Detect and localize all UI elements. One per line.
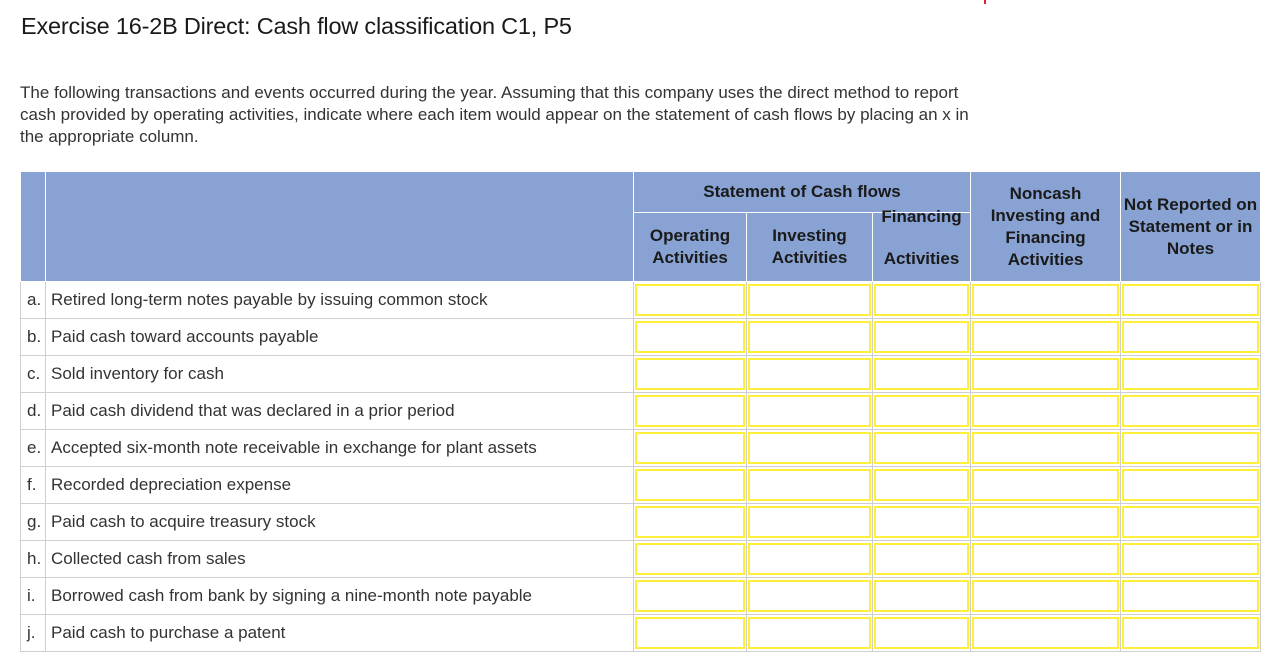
answer-cell-investing [747,504,873,541]
answer-input-investing[interactable] [748,284,871,316]
answer-input-noncash[interactable] [972,395,1119,427]
answer-input-financing[interactable] [874,506,969,538]
answer-cell-noncash [971,430,1121,467]
table-row [21,541,1261,578]
answer-cell-investing [747,541,873,578]
table-row [21,504,1261,541]
row-description: Borrowed cash from bank by signing a nine-month note payable [46,578,634,615]
answer-input-financing[interactable] [874,395,969,427]
page-title: Exercise 16-2B Direct: Cash flow classification C1, P5 [21,13,572,39]
answer-input-noncash[interactable] [972,284,1119,316]
answer-input-noncash[interactable] [972,432,1119,464]
table-row [21,319,1261,356]
row-letter: d. [21,393,46,430]
answer-cell-noncash [971,615,1121,652]
header-letter-blank [21,172,46,282]
answer-input-operating[interactable] [635,617,745,649]
answer-input-investing[interactable] [748,617,871,649]
answer-cell-financing [873,356,971,393]
row-letter: b. [21,319,46,356]
answer-input-operating[interactable] [635,284,745,316]
answer-cell-investing [747,356,873,393]
answer-cell-operating [634,356,747,393]
answer-cell-noncash [971,356,1121,393]
header-financing [873,207,971,282]
answer-input-financing[interactable] [874,321,969,353]
answer-cell-financing [873,282,971,319]
answer-input-operating[interactable] [635,543,745,575]
row-description: Sold inventory for cash [46,356,634,393]
answer-cell-operating [634,467,747,504]
row-letter: c. [21,356,46,393]
table-row [21,356,1261,393]
answer-input-not-reported[interactable] [1122,506,1259,538]
answer-cell-noncash [971,467,1121,504]
answer-cell-noncash [971,282,1121,319]
answer-cell-financing [873,393,971,430]
answer-cell-noncash [971,578,1121,615]
answer-input-noncash[interactable] [972,580,1119,612]
answer-input-not-reported[interactable] [1122,580,1259,612]
answer-input-financing[interactable] [874,469,969,501]
answer-input-investing[interactable] [748,395,871,427]
header-statement-of-cash-flows: Statement of Cash flows [634,172,971,213]
answer-cell-not-reported [1121,467,1261,504]
header-not-reported: Not Reported on Statement or in Notes [1121,172,1261,282]
row-description: Collected cash from sales [46,541,634,578]
answer-cell-not-reported [1121,356,1261,393]
answer-input-investing[interactable] [748,506,871,538]
answer-input-investing[interactable] [748,580,871,612]
row-letter: g. [21,504,46,541]
answer-cell-investing [747,615,873,652]
answer-cell-investing [747,467,873,504]
answer-cell-noncash [971,541,1121,578]
table-row [21,467,1261,504]
answer-cell-financing [873,541,971,578]
answer-input-not-reported[interactable] [1122,284,1259,316]
answer-input-investing[interactable] [748,321,871,353]
answer-cell-financing [873,430,971,467]
answer-input-investing[interactable] [748,469,871,501]
header-financing-line2: Activities [883,249,960,268]
answer-input-operating[interactable] [635,469,745,501]
answer-input-investing[interactable] [748,432,871,464]
answer-input-noncash[interactable] [972,469,1119,501]
answer-cell-not-reported [1121,541,1261,578]
header-financing-line1: Financing [881,207,962,226]
answer-input-operating[interactable] [635,395,745,427]
answer-cell-investing [747,393,873,430]
answer-cell-operating [634,282,747,319]
answer-cell-operating [634,393,747,430]
answer-cell-not-reported [1121,393,1261,430]
row-letter: e. [21,430,46,467]
answer-input-operating[interactable] [635,506,745,538]
answer-cell-financing [873,319,971,356]
answer-input-financing[interactable] [874,617,969,649]
answer-input-financing[interactable] [874,284,969,316]
answer-cell-investing [747,319,873,356]
answer-input-not-reported[interactable] [1122,358,1259,390]
answer-input-not-reported[interactable] [1122,543,1259,575]
answer-cell-not-reported [1121,319,1261,356]
answer-cell-operating [634,319,747,356]
answer-cell-operating [634,615,747,652]
table-row [21,615,1261,652]
row-letter: a. [21,282,46,319]
answer-input-financing[interactable] [874,432,969,464]
row-description: Retired long-term notes payable by issuing common stock [46,282,634,319]
header-noncash: Noncash Investing and Financing Activities [971,172,1121,282]
row-letter: i. [21,578,46,615]
answer-input-not-reported[interactable] [1122,617,1259,649]
answer-cell-noncash [971,504,1121,541]
answer-cell-investing [747,282,873,319]
answer-input-financing[interactable] [874,580,969,612]
answer-cell-not-reported [1121,578,1261,615]
answer-cell-noncash [971,393,1121,430]
cash-flow-table [20,171,1261,652]
answer-cell-investing [747,430,873,467]
header-operating: Operating Activities [634,213,747,282]
answer-input-noncash[interactable] [972,321,1119,353]
row-description: Recorded depreciation expense [46,467,634,504]
row-letter: j. [21,615,46,652]
answer-input-operating[interactable] [635,432,745,464]
answer-cell-investing [747,578,873,615]
answer-cell-operating [634,541,747,578]
table-row [21,430,1261,467]
answer-input-financing[interactable] [874,358,969,390]
answer-cell-operating [634,504,747,541]
table-row [21,282,1261,319]
answer-cell-operating [634,578,747,615]
answer-input-noncash[interactable] [972,617,1119,649]
answer-cell-financing [873,615,971,652]
table-row [21,578,1261,615]
answer-input-financing[interactable] [874,543,969,575]
answer-input-operating[interactable] [635,321,745,353]
row-description: Paid cash to purchase a patent [46,615,634,652]
row-description: Paid cash to acquire treasury stock [46,504,634,541]
answer-input-not-reported[interactable] [1122,395,1259,427]
row-description: Paid cash toward accounts payable [46,319,634,356]
answer-cell-financing [873,467,971,504]
answer-input-not-reported[interactable] [1122,321,1259,353]
table-row [21,393,1261,430]
answer-input-investing[interactable] [748,358,871,390]
answer-cell-noncash [971,319,1121,356]
answer-cell-not-reported [1121,282,1261,319]
answer-input-not-reported[interactable] [1122,469,1259,501]
answer-cell-not-reported [1121,504,1261,541]
answer-input-noncash[interactable] [972,543,1119,575]
answer-input-operating[interactable] [635,358,745,390]
row-description: Accepted six-month note receivable in exchange for plant assets [46,430,634,467]
row-description: Paid cash dividend that was declared in a prior period [46,393,634,430]
answer-input-operating[interactable] [635,580,745,612]
answer-cell-financing [873,504,971,541]
header-description-blank [46,172,634,282]
answer-input-noncash[interactable] [972,358,1119,390]
answer-cell-not-reported [1121,615,1261,652]
answer-input-investing[interactable] [748,543,871,575]
instructions: The following transactions and events occurred during the year. Assuming that this company uses the direct method to report cash provided by operating activities, indicate where each item would appear on the statement of cash flows by placing an x in the appropriate column. [20,83,969,146]
answer-cell-not-reported [1121,430,1261,467]
header-investing: Investing Activities [747,213,873,282]
row-letter: h. [21,541,46,578]
answer-input-not-reported[interactable] [1122,432,1259,464]
answer-input-noncash[interactable] [972,506,1119,538]
answer-cell-operating [634,430,747,467]
red-mark [984,0,986,4]
answer-cell-financing [873,578,971,615]
row-letter: f. [21,467,46,504]
